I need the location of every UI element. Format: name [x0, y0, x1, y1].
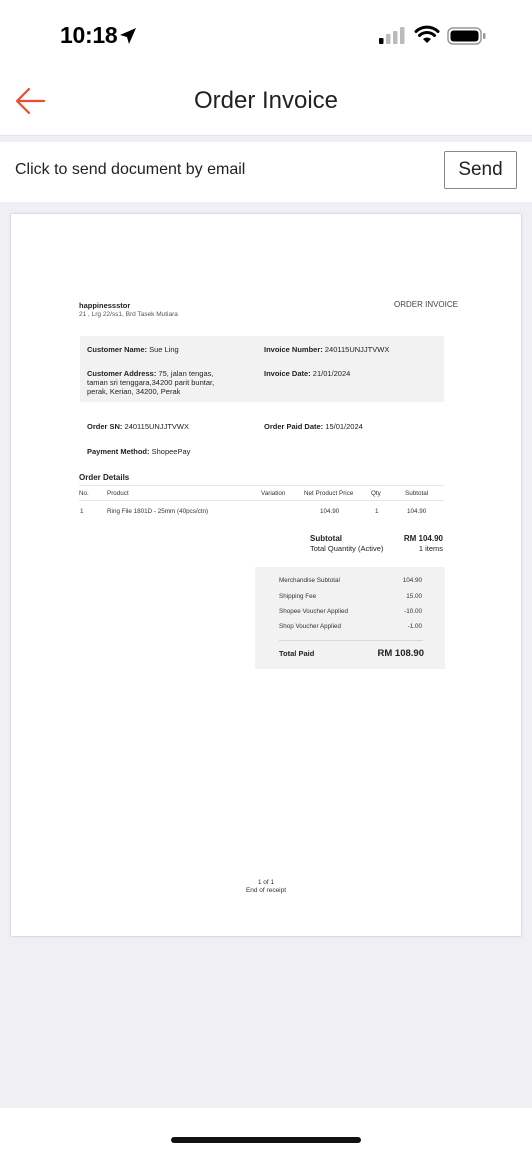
total-paid-label: Total Paid [279, 649, 315, 658]
column-header-no: No. [79, 490, 89, 497]
status-bar [0, 0, 532, 70]
column-header-product: Product [107, 490, 129, 497]
table-header-divider [79, 500, 444, 501]
signal-icon [379, 27, 405, 45]
page-title: Order Invoice [193, 87, 339, 114]
invoice-number: 240115UNJJTVWX [324, 345, 390, 354]
customer-address-line2: taman sri tenggara,34200 parit buntar, [87, 378, 215, 387]
row-qty: 1 [375, 508, 379, 515]
summary-divider [279, 640, 423, 641]
order-details-title: Order Details [79, 473, 130, 482]
payment-method: ShopeePay [151, 447, 191, 456]
summary-value: -10.00 [404, 608, 422, 615]
summary-label: Merchandise Subtotal [279, 577, 340, 584]
location-arrow-icon [118, 26, 138, 46]
customer-name-field: Customer Name: Sue Ling [87, 345, 179, 354]
invoice-date-field: Invoice Date: 21/01/2024 [264, 369, 351, 378]
end-of-receipt: End of receipt [245, 887, 287, 894]
customer-name: Sue Ling [149, 345, 179, 354]
row-net-price: 104.90 [320, 508, 340, 515]
total-paid-value: RM 108.90 [377, 648, 424, 659]
customer-address-line1: 75, jalan tengas, [158, 369, 214, 378]
customer-info-box [80, 336, 444, 402]
summary-label: Shipping Fee [279, 593, 317, 600]
page-indicator: 1 of 1 [257, 879, 275, 886]
wifi-icon [414, 25, 440, 45]
summary-value: 104.90 [402, 577, 422, 584]
column-header-qty: Qty [371, 490, 381, 497]
order-paid-date: 15/01/2024 [325, 422, 363, 431]
column-header-net-price: Net Product Price [304, 490, 354, 497]
subtotal-label: Subtotal [310, 534, 342, 543]
invoice-date: 21/01/2024 [312, 369, 351, 378]
order-sn: 240115UNJJTVWX [124, 422, 189, 431]
customer-address-field: Customer Address: 75, jalan tengas, taman sri tenggara,34200 parit buntar, perak, Kerian, 34200, Perak [87, 369, 215, 396]
total-quantity-value: 1 items [418, 544, 443, 553]
order-sn-field: Order SN: 240115UNJJTVWX [87, 422, 189, 431]
subtotal-value: RM 104.90 [403, 534, 443, 543]
invoice-document [11, 214, 521, 936]
summary-value: -1.00 [407, 623, 422, 630]
shop-address: 21 , Lrg 22/ss1, Brd Tasek Mutiara [79, 311, 178, 318]
invoice-number-field: Invoice Number: 240115UNJJTVWX [264, 345, 390, 354]
payment-method-field: Payment Method: ShopeePay [87, 447, 191, 456]
column-header-variation: Variation [261, 490, 286, 497]
email-instruction: Click to send document by email [15, 161, 246, 178]
summary-label: Shop Voucher Applied [279, 623, 341, 630]
shop-name: happinessstor [79, 301, 131, 310]
send-button[interactable]: Send [444, 151, 517, 189]
status-time: 10:18 [60, 22, 118, 48]
column-header-subtotal: Subtotal [405, 490, 429, 497]
battery-icon [447, 26, 487, 46]
table-top-divider [79, 485, 444, 486]
document-title: ORDER INVOICE [393, 300, 458, 309]
home-indicator[interactable] [171, 1137, 361, 1143]
row-product: Ring File 1801D - 25mm (40pcs/ctn) [107, 508, 209, 515]
nav-header [0, 70, 532, 136]
email-bar [0, 142, 532, 202]
order-paid-date-field: Order Paid Date: 15/01/2024 [264, 422, 363, 431]
home-bar-area [0, 1108, 532, 1152]
summary-label: Shopee Voucher Applied [279, 608, 348, 615]
payment-summary-box [255, 567, 445, 669]
customer-address-line3: perak, Kerian, 34200, Perak [87, 387, 181, 396]
row-subtotal: 104.90 [407, 508, 427, 515]
row-no: 1 [80, 508, 84, 515]
total-quantity-label: Total Quantity (Active) [310, 544, 384, 553]
summary-value: 15.00 [406, 593, 422, 600]
